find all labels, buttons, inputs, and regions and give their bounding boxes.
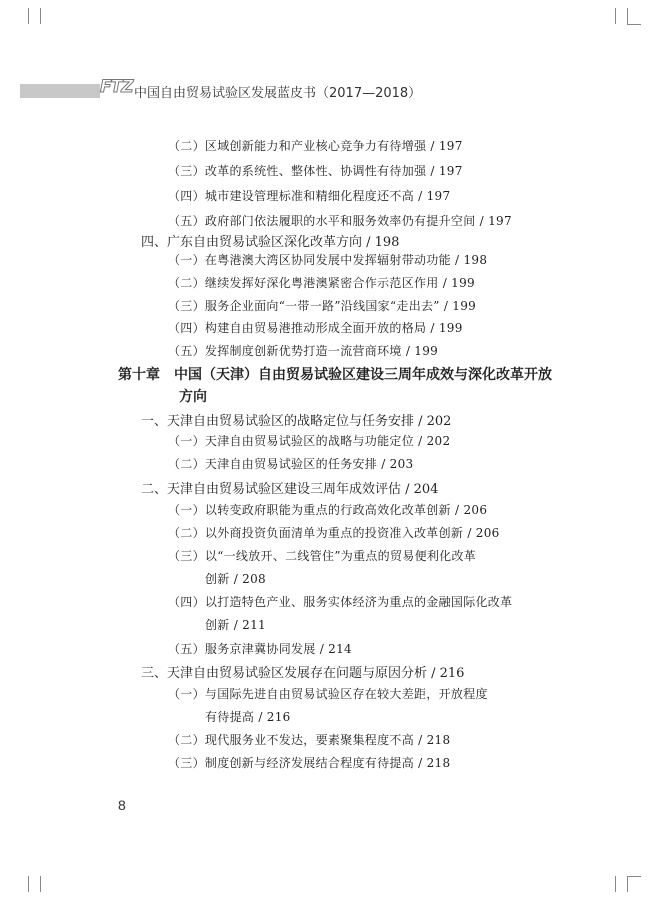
crop-mark [627,876,628,892]
header-bar [20,84,100,98]
chapter-title: 第十章 中国（天津）自由贸易试验区建设三周年成效与深化改革开放 [118,367,552,383]
toc-item: （五）政府部门依法履职的水平和服务效率仍有提升空间 / 197 [168,214,512,228]
crop-mark [28,876,29,892]
toc-item: （三）制度创新与经济发展结合程度有待提高 / 218 [168,756,451,770]
toc-item: （三）改革的系统性、整体性、协调性有待加强 / 197 [168,164,463,178]
toc-item: （二）天津自由贸易试验区的任务安排 / 203 [168,457,414,471]
toc-section: 一、天津自由贸易试验区的战略定位与任务安排 / 202 [141,414,452,429]
chapter-title-continued: 方向 [179,389,207,405]
toc-item: （二）现代服务业不发达，要素聚集程度不高 / 218 [168,733,451,747]
toc-item: （四）以打造特色产业、服务实体经济为重点的金融国际化改革 [168,595,513,609]
crop-mark [627,876,641,877]
crop-mark [40,876,41,892]
toc-item: （三）服务企业面向“一带一路”沿线国家“走出去” / 199 [168,299,477,313]
ftz-logo: FTZ [100,77,133,97]
crop-mark [615,876,616,892]
toc-section: 四、广东自由贸易试验区深化改革方向 / 198 [141,235,400,250]
toc-item: （五）发挥制度创新优势打造一流营商环境 / 199 [168,344,439,358]
toc-item-continued: 创新 / 211 [205,618,266,632]
toc-item: （三）以“一线放开、二线管住”为重点的贸易便利化改革 [168,549,477,563]
running-header-title: 中国自由贸易试验区发展蓝皮书（2017—2018） [134,86,422,101]
toc-item: （一）在粤港澳大湾区协同发展中发挥辐射带动功能 / 198 [168,253,488,267]
toc-item-continued: 有待提高 / 216 [205,710,291,724]
toc-item: （二）以外商投资负面清单为重点的投资准入改革创新 / 206 [168,526,500,540]
toc-item: （一）天津自由贸易试验区的战略与功能定位 / 202 [168,434,451,448]
page-number: 8 [118,797,126,813]
toc-section: 三、天津自由贸易试验区发展存在问题与原因分析 / 216 [141,666,465,681]
crop-mark [28,8,29,24]
crop-mark [627,8,628,24]
crop-mark [40,8,41,24]
toc-item: （一）以转变政府职能为重点的行政高效化改革创新 / 206 [168,503,488,517]
crop-mark [627,24,641,25]
toc-item: （二）继续发挥好深化粤港澳紧密合作示范区作用 / 199 [168,276,475,290]
toc-section: 二、天津自由贸易试验区建设三周年成效评估 / 204 [141,482,439,497]
crop-mark [615,8,616,24]
toc-item-continued: 创新 / 208 [205,572,266,586]
toc-item: （四）城市建设管理标准和精细化程度还不高 / 197 [168,189,451,203]
toc-item: （四）构建自由贸易港推动形成全面开放的格局 / 199 [168,321,463,335]
toc-item: （一）与国际先进自由贸易试验区存在较大差距，开放程度 [168,687,488,701]
toc-item: （二）区域创新能力和产业核心竞争力有待增强 / 197 [168,139,463,153]
toc-item: （五）服务京津冀协同发展 / 214 [168,642,352,656]
